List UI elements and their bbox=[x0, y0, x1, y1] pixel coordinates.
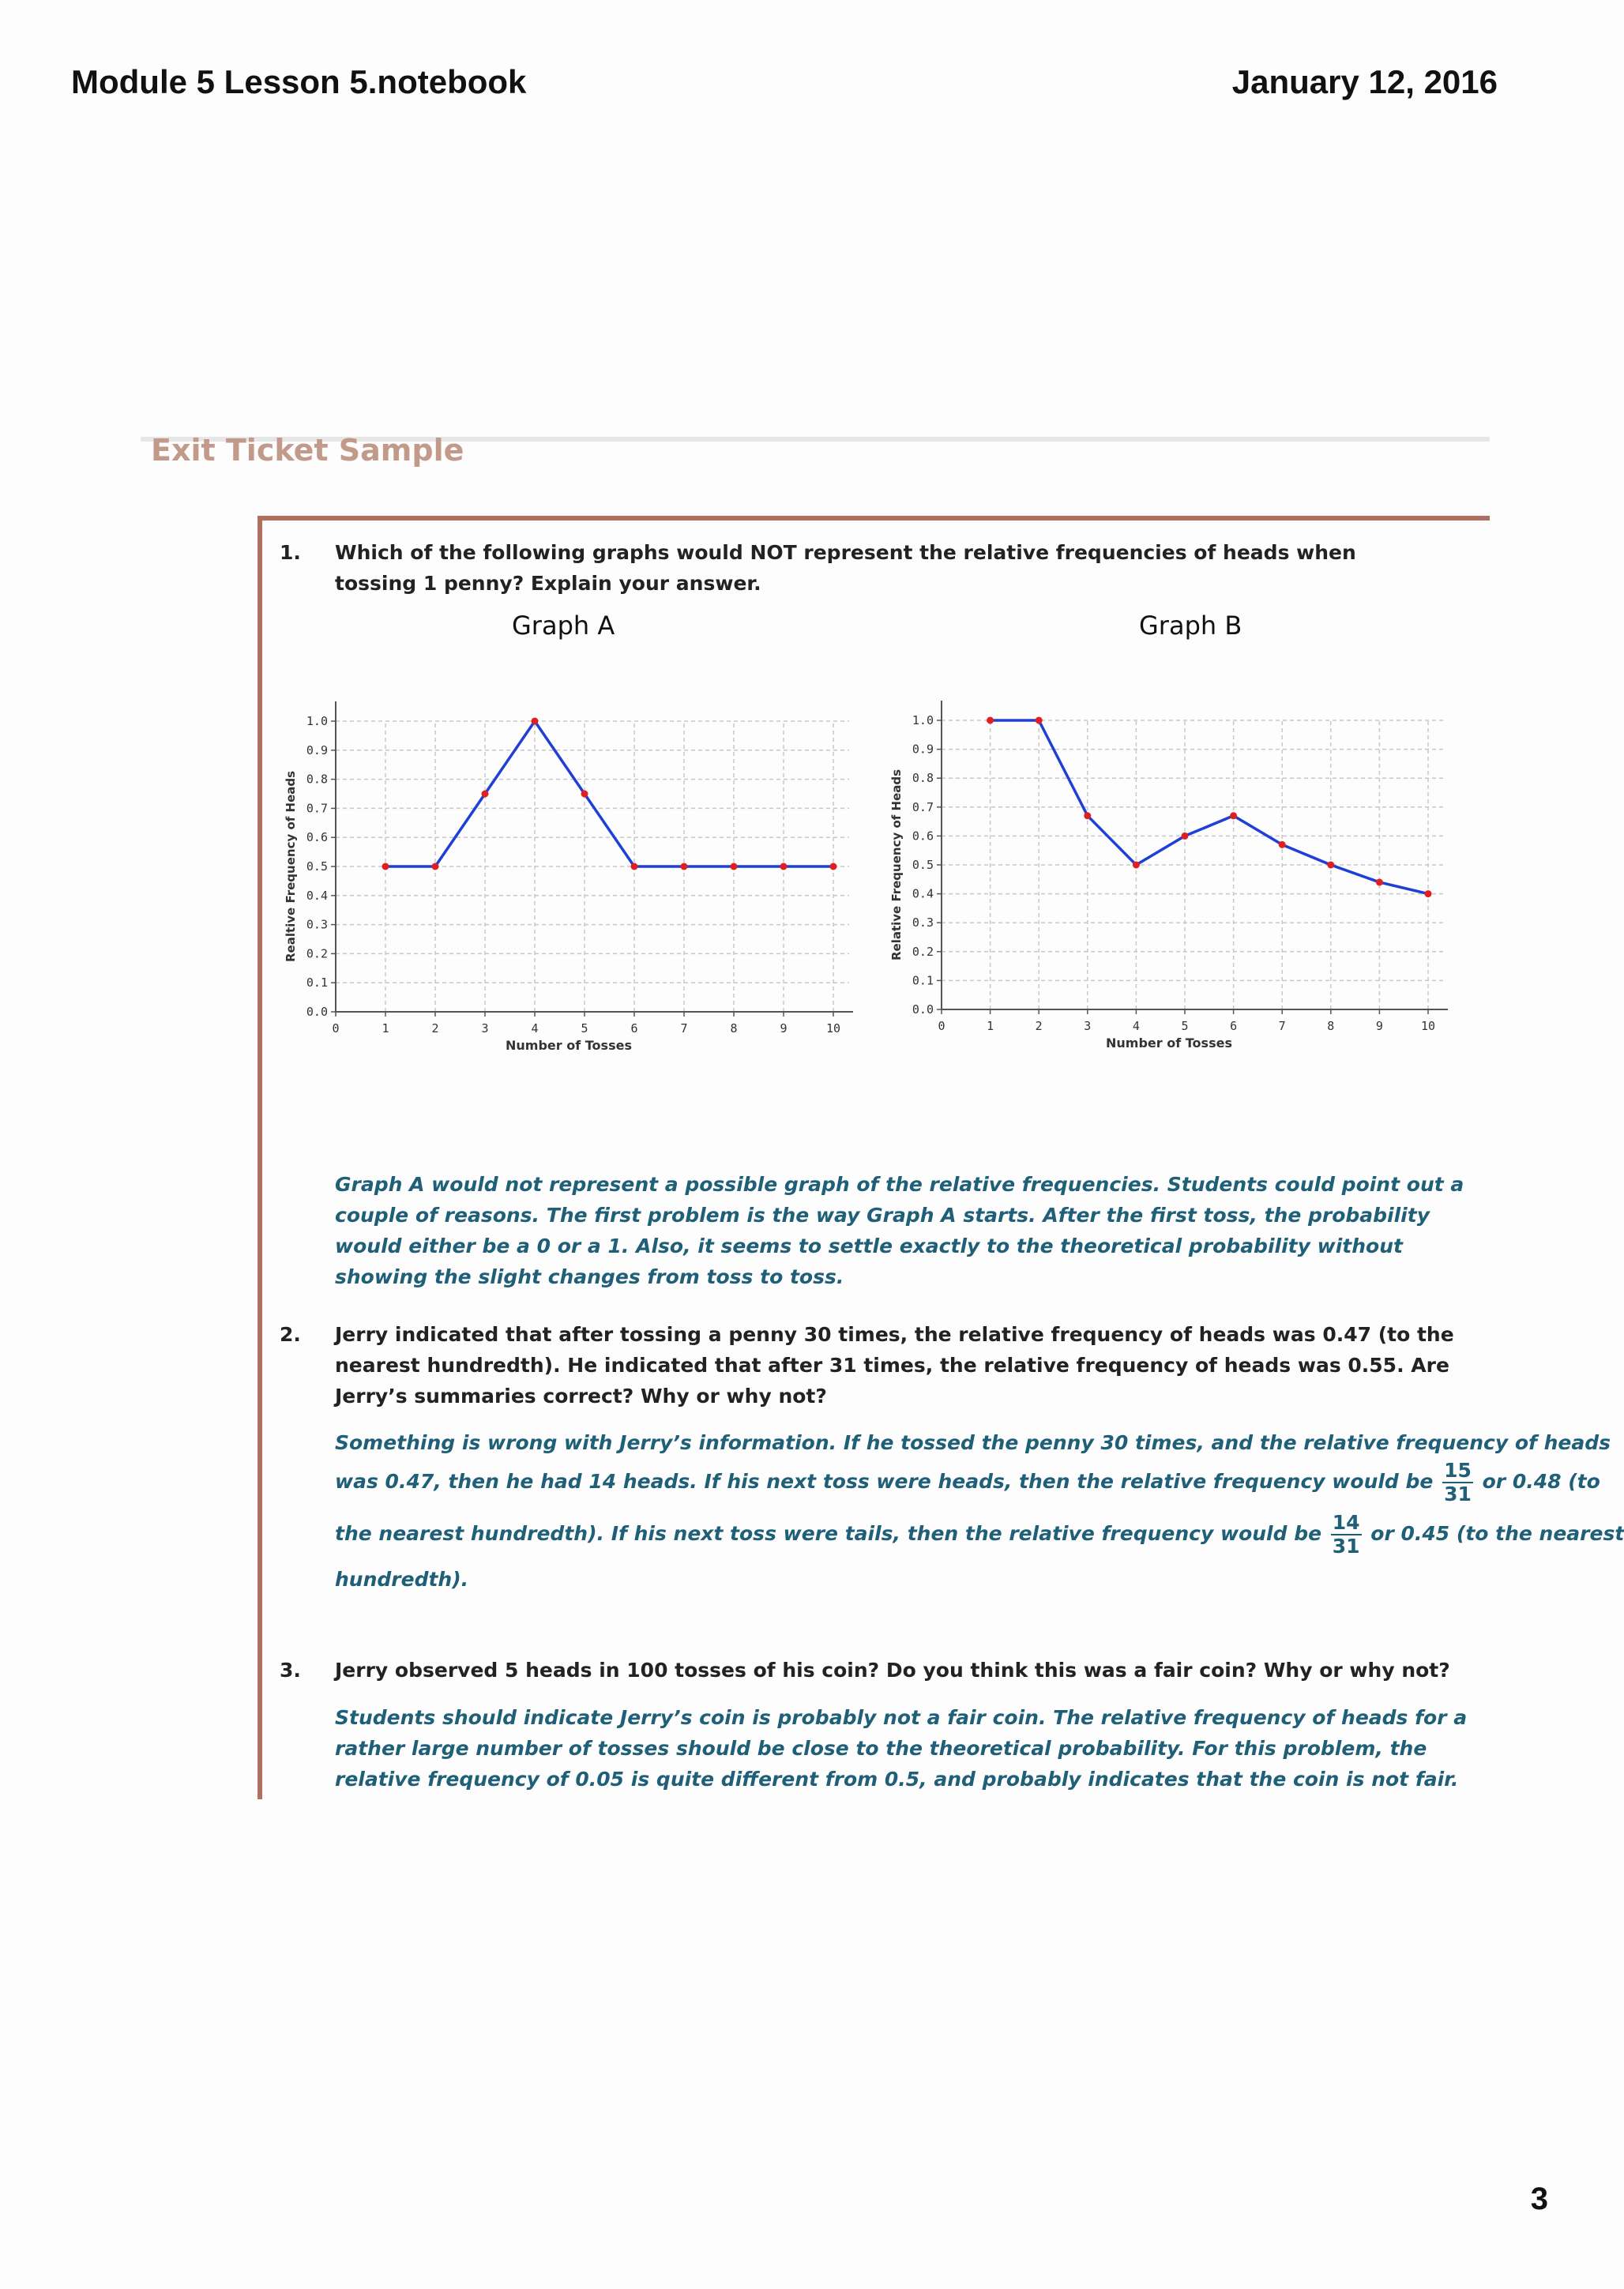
answer-text: was 0.47, then he had 14 heads. If his next toss were heads, then the relative frequency would be bbox=[335, 1470, 1434, 1493]
answer-text: or 0.45 (to the nearest bbox=[1370, 1522, 1624, 1545]
graph-b-title: Graph B bbox=[1139, 611, 1242, 641]
y-tick-label: 0.0 bbox=[912, 1002, 934, 1017]
y-tick-label: 1.0 bbox=[306, 714, 328, 728]
data-point bbox=[1279, 841, 1286, 848]
x-tick-label: 7 bbox=[1278, 1019, 1286, 1033]
fraction-14-31 bbox=[1331, 1512, 1362, 1558]
question-2-answer-line-3 bbox=[335, 1512, 1624, 1558]
notebook-date: January 12, 2016 bbox=[1231, 63, 1498, 100]
data-point bbox=[1425, 890, 1432, 897]
y-tick-label: 0.0 bbox=[306, 1005, 328, 1019]
data-point bbox=[532, 718, 539, 725]
y-tick-label: 0.4 bbox=[306, 888, 328, 903]
y-tick-label: 0.9 bbox=[306, 742, 328, 757]
data-point bbox=[432, 863, 439, 870]
notebook-title: Module 5 Lesson 5.notebook bbox=[71, 63, 527, 100]
data-point bbox=[1133, 862, 1140, 869]
fraction-denominator: 31 bbox=[1332, 1535, 1360, 1558]
data-point bbox=[1230, 812, 1237, 819]
data-point bbox=[987, 717, 994, 724]
y-tick-label: 0.1 bbox=[912, 973, 934, 988]
data-point bbox=[382, 863, 389, 870]
y-tick-label: 0.9 bbox=[912, 742, 934, 757]
question-2-answer-line-2 bbox=[335, 1460, 1600, 1505]
question-2-answer-line-4: hundredth). bbox=[335, 1568, 469, 1591]
fraction-numerator: 14 bbox=[1332, 1511, 1360, 1534]
y-tick-label: 0.1 bbox=[306, 975, 328, 990]
question-3-text: Jerry observed 5 heads in 100 tosses of his coin? Do you think this was a fair coin? Why or why not? bbox=[335, 1659, 1450, 1682]
question-2-answer-line-1: Something is wrong with Jerry’s information. If he tossed the penny 30 times, and the relative frequency of heads bbox=[335, 1431, 1611, 1454]
x-tick-label: 3 bbox=[481, 1021, 489, 1036]
page-number: 3 bbox=[1530, 2182, 1548, 2216]
x-tick-label: 8 bbox=[1327, 1019, 1335, 1033]
x-tick-label: 6 bbox=[630, 1021, 638, 1036]
y-tick-label: 0.8 bbox=[306, 772, 328, 787]
graph-a-chart bbox=[280, 700, 841, 1063]
y-tick-label: 0.6 bbox=[306, 830, 328, 845]
x-tick-label: 6 bbox=[1230, 1019, 1238, 1033]
ticket-left-border bbox=[258, 516, 262, 1799]
y-tick-label: 0.3 bbox=[912, 915, 934, 930]
question-3-number: 3. bbox=[280, 1659, 301, 1682]
x-tick-label: 9 bbox=[1375, 1019, 1383, 1033]
y-tick-label: 0.5 bbox=[912, 858, 934, 872]
x-tick-label: 5 bbox=[1181, 1019, 1189, 1033]
x-tick-label: 7 bbox=[680, 1021, 688, 1036]
x-tick-label: 9 bbox=[780, 1021, 788, 1036]
data-point bbox=[731, 863, 738, 870]
data-point bbox=[830, 863, 837, 870]
data-point bbox=[1376, 878, 1383, 885]
graph-b-chart bbox=[886, 703, 1439, 1051]
x-tick-label: 2 bbox=[1035, 1019, 1043, 1033]
data-point bbox=[482, 791, 489, 798]
y-axis-label: Relative Frequency of Heads bbox=[889, 769, 904, 961]
y-tick-label: 0.8 bbox=[912, 771, 934, 786]
x-tick-label: 1 bbox=[987, 1019, 994, 1033]
data-point bbox=[631, 863, 638, 870]
x-tick-label: 1 bbox=[382, 1021, 389, 1036]
x-tick-label: 5 bbox=[581, 1021, 588, 1036]
data-point bbox=[681, 863, 688, 870]
x-tick-label: 3 bbox=[1084, 1019, 1092, 1033]
x-tick-label: 8 bbox=[730, 1021, 738, 1036]
y-tick-label: 0.3 bbox=[306, 917, 328, 932]
series-line bbox=[385, 721, 833, 866]
x-axis-label: Number of Tosses bbox=[506, 1038, 632, 1053]
x-tick-label: 4 bbox=[1132, 1019, 1140, 1033]
fraction-denominator: 31 bbox=[1444, 1483, 1472, 1505]
ticket-top-border bbox=[258, 516, 1490, 521]
question-1-number: 1. bbox=[280, 541, 301, 564]
y-axis-label: Realtive Frequency of Heads bbox=[284, 770, 298, 963]
y-tick-label: 0.2 bbox=[912, 944, 934, 959]
section-title: Exit Ticket Sample bbox=[151, 433, 464, 468]
fraction-15-31 bbox=[1442, 1460, 1473, 1505]
question-1-answer: Graph A would not represent a possible graph of the relative frequencies. Students could point out a couple of reasons. The first problem is the way Graph A starts. After the first toss, the probability would either be a 0 or a 1. Also, it seems to settle exactly to the theoretical probability without showing the slight changes from toss to toss. bbox=[335, 1173, 1464, 1288]
question-3-answer: Students should indicate Jerry’s coin is probably not a fair coin. The relative frequency of heads for a rather large number of tosses should be close to the theoretical probability. For this problem, the relative frequency of 0.05 is quite different from 0.5, and probably indicates that the coin is not fair. bbox=[335, 1706, 1468, 1791]
answer-text: the nearest hundredth). If his next toss were tails, then the relative frequency would be bbox=[335, 1522, 1322, 1545]
data-point bbox=[1036, 717, 1043, 724]
y-tick-label: 0.7 bbox=[912, 799, 934, 814]
y-tick-label: 0.7 bbox=[306, 801, 328, 816]
fraction-numerator: 15 bbox=[1444, 1459, 1472, 1482]
graph-a-title: Graph A bbox=[512, 611, 615, 641]
question-1-text: Which of the following graphs would NOT represent the relative frequencies of heads when tossing 1 penny? Explain your answer. bbox=[335, 541, 1356, 595]
y-tick-label: 0.5 bbox=[306, 859, 328, 874]
y-tick-label: 1.0 bbox=[912, 713, 934, 727]
x-axis-label: Number of Tosses bbox=[1106, 1036, 1232, 1051]
x-tick-label: 0 bbox=[938, 1019, 945, 1033]
data-point bbox=[581, 791, 588, 798]
x-tick-label: 2 bbox=[431, 1021, 439, 1036]
y-tick-label: 0.4 bbox=[912, 886, 934, 901]
question-2-text: Jerry indicated that after tossing a penny 30 times, the relative frequency of heads was 0.47 (to the nearest hundredth). He indicated that after 31 times, the relative frequency of heads was 0.55. Are Jerry’s summaries correct? Why or why not? bbox=[335, 1323, 1454, 1408]
x-tick-label: 10 bbox=[1420, 1019, 1436, 1033]
x-tick-label: 10 bbox=[825, 1021, 841, 1036]
y-tick-label: 0.6 bbox=[912, 829, 934, 844]
data-point bbox=[1084, 812, 1091, 819]
data-point bbox=[1327, 862, 1334, 869]
data-point bbox=[1182, 833, 1189, 840]
x-tick-label: 0 bbox=[332, 1021, 340, 1036]
y-tick-label: 0.2 bbox=[306, 946, 328, 961]
answer-text: or 0.48 (to bbox=[1482, 1470, 1600, 1493]
data-point bbox=[780, 863, 788, 870]
question-2-number: 2. bbox=[280, 1323, 301, 1346]
x-tick-label: 4 bbox=[531, 1021, 539, 1036]
